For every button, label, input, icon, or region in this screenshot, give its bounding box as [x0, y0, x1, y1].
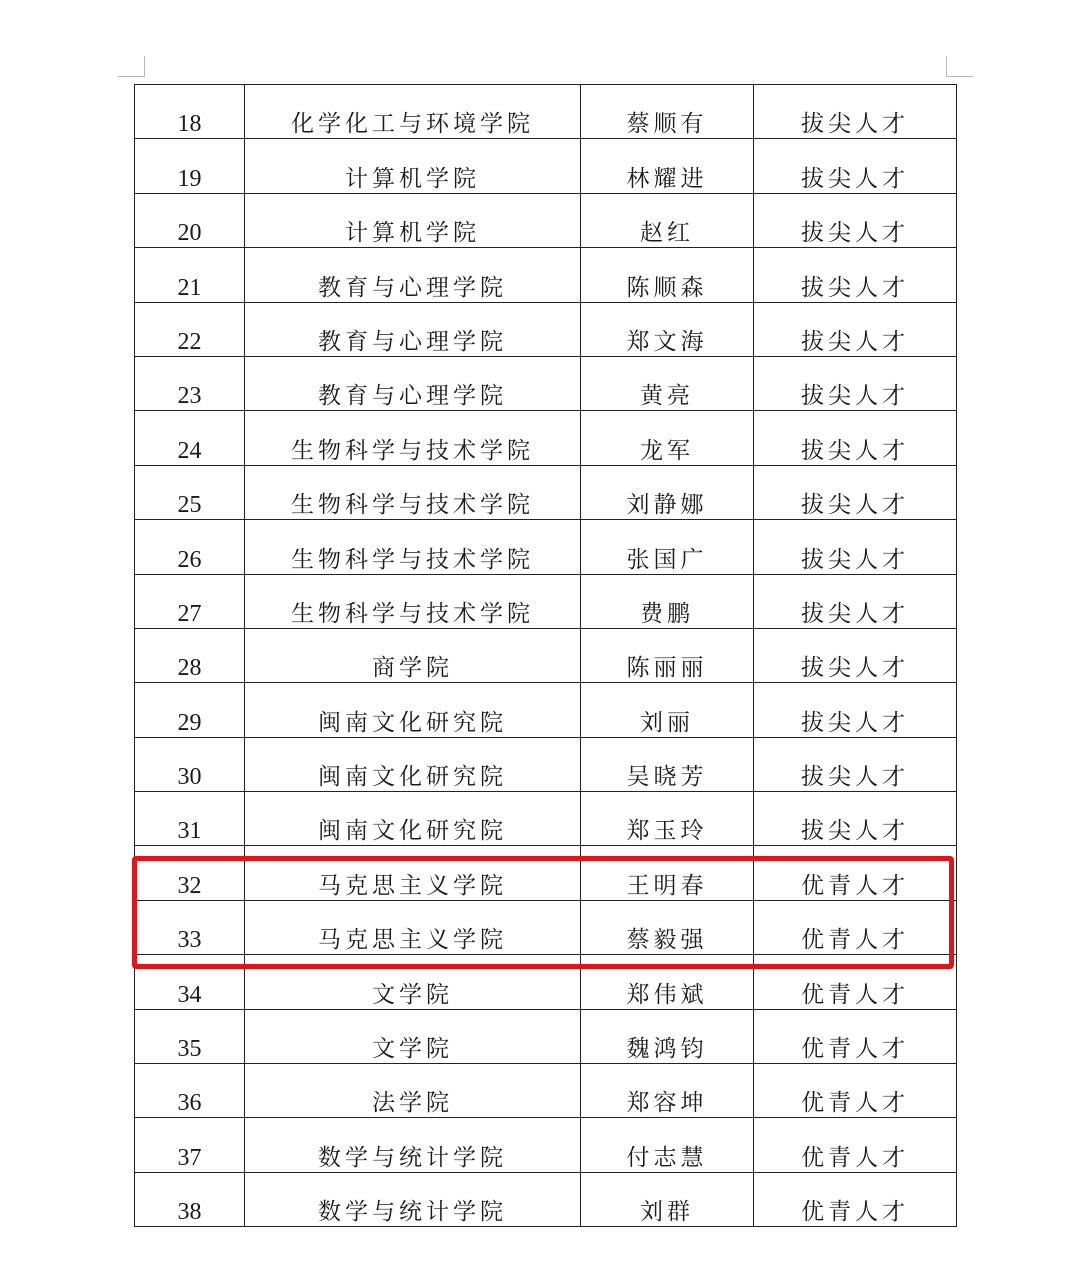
table-row	[135, 411, 957, 465]
college-cell	[245, 85, 581, 139]
college-cell	[245, 356, 581, 410]
row-number: 32	[177, 872, 202, 899]
person-name: 陈顺森	[626, 274, 708, 301]
person-name-cell	[581, 737, 754, 791]
table-row	[135, 465, 957, 519]
person-name: 郑容坤	[626, 1090, 708, 1117]
row-number: 18	[177, 111, 202, 138]
person-name-cell	[581, 248, 754, 302]
person-name: 付志慧	[626, 1144, 708, 1171]
person-name: 林耀进	[626, 165, 708, 192]
category-cell	[754, 846, 957, 900]
row-number: 28	[177, 655, 202, 682]
college-cell	[245, 628, 581, 682]
row-number-cell	[135, 1009, 245, 1063]
college-name: 生物科学与技术学院	[291, 492, 534, 519]
college-name: 马克思主义学院	[318, 927, 507, 954]
college-name: 闽南文化研究院	[318, 709, 507, 736]
talent-category: 拔尖人才	[801, 655, 909, 682]
college-name: 化学化工与环境学院	[291, 111, 534, 138]
college-name: 数学与统计学院	[318, 1144, 507, 1171]
college-name: 教育与心理学院	[318, 274, 507, 301]
college-cell	[245, 900, 581, 954]
row-number: 29	[177, 709, 202, 736]
person-name: 黄亮	[640, 383, 694, 410]
category-cell	[754, 574, 957, 628]
talent-category: 优青人才	[801, 981, 909, 1008]
college-cell	[245, 1172, 581, 1226]
college-name: 教育与心理学院	[318, 383, 507, 410]
person-name-cell	[581, 1009, 754, 1063]
person-name: 王明春	[626, 872, 708, 899]
college-name: 法学院	[372, 1090, 453, 1117]
talent-category: 拔尖人才	[801, 764, 909, 791]
college-name: 商学院	[372, 655, 453, 682]
table-row	[135, 139, 957, 193]
college-cell	[245, 193, 581, 247]
college-name: 教育与心理学院	[318, 328, 507, 355]
table-row	[135, 737, 957, 791]
category-cell	[754, 1009, 957, 1063]
row-number-cell	[135, 737, 245, 791]
person-name-cell	[581, 900, 754, 954]
college-name: 计算机学院	[345, 165, 480, 192]
talent-category: 拔尖人才	[801, 165, 909, 192]
person-name: 蔡毅强	[626, 927, 708, 954]
row-number: 35	[177, 1036, 202, 1063]
table-row	[135, 248, 957, 302]
row-number: 24	[177, 437, 202, 464]
person-name-cell	[581, 85, 754, 139]
category-cell	[754, 628, 957, 682]
college-cell	[245, 520, 581, 574]
college-cell	[245, 139, 581, 193]
college-name: 数学与统计学院	[318, 1199, 507, 1226]
row-number-cell	[135, 1172, 245, 1226]
college-name: 生物科学与技术学院	[291, 546, 534, 573]
page-corner-mark-right	[946, 56, 973, 77]
college-cell	[245, 411, 581, 465]
row-number-cell	[135, 356, 245, 410]
person-name: 龙军	[640, 437, 694, 464]
college-name: 计算机学院	[345, 220, 480, 247]
row-number-cell	[135, 683, 245, 737]
person-name: 费鹏	[640, 600, 694, 627]
table-row	[135, 520, 957, 574]
roster-table	[134, 84, 957, 1227]
person-name: 刘丽	[640, 709, 694, 736]
college-cell	[245, 302, 581, 356]
college-name: 生物科学与技术学院	[291, 600, 534, 627]
table-row	[135, 792, 957, 846]
category-cell	[754, 683, 957, 737]
talent-category: 拔尖人才	[801, 220, 909, 247]
category-cell	[754, 85, 957, 139]
row-number: 31	[177, 818, 202, 845]
person-name-cell	[581, 574, 754, 628]
row-number: 36	[177, 1090, 202, 1117]
row-number: 26	[177, 546, 202, 573]
category-cell	[754, 1172, 957, 1226]
table-row-highlighted	[135, 900, 957, 954]
row-number-cell	[135, 574, 245, 628]
category-cell	[754, 1118, 957, 1172]
row-number-cell	[135, 1064, 245, 1118]
college-name: 生物科学与技术学院	[291, 437, 534, 464]
college-cell	[245, 574, 581, 628]
person-name-cell	[581, 139, 754, 193]
person-name: 陈丽丽	[626, 655, 708, 682]
talent-category: 优青人才	[801, 1036, 909, 1063]
college-cell	[245, 248, 581, 302]
category-cell	[754, 792, 957, 846]
person-name-cell	[581, 1118, 754, 1172]
category-cell	[754, 737, 957, 791]
row-number-cell	[135, 193, 245, 247]
talent-category: 拔尖人才	[801, 818, 909, 845]
college-cell	[245, 792, 581, 846]
college-cell	[245, 737, 581, 791]
college-cell	[245, 683, 581, 737]
person-name: 刘静娜	[626, 492, 708, 519]
row-number-cell	[135, 1118, 245, 1172]
talent-category: 优青人才	[801, 927, 909, 954]
person-name-cell	[581, 683, 754, 737]
row-number-cell	[135, 139, 245, 193]
category-cell	[754, 302, 957, 356]
table-row	[135, 356, 957, 410]
table-row	[135, 683, 957, 737]
row-number: 19	[177, 165, 202, 192]
person-name: 蔡顺有	[626, 111, 708, 138]
person-name-cell	[581, 628, 754, 682]
row-number-cell	[135, 85, 245, 139]
talent-category: 优青人才	[801, 1090, 909, 1117]
person-name: 郑伟斌	[626, 981, 708, 1008]
person-name: 赵红	[640, 220, 694, 247]
person-name-cell	[581, 520, 754, 574]
person-name: 张国广	[626, 546, 708, 573]
row-number: 23	[177, 383, 202, 410]
category-cell	[754, 248, 957, 302]
category-cell	[754, 1064, 957, 1118]
table-row	[135, 628, 957, 682]
college-cell	[245, 1064, 581, 1118]
person-name: 刘群	[640, 1199, 694, 1226]
talent-category: 拔尖人才	[801, 328, 909, 355]
person-name-cell	[581, 356, 754, 410]
person-name-cell	[581, 193, 754, 247]
table-row	[135, 1172, 957, 1226]
person-name-cell	[581, 955, 754, 1009]
category-cell	[754, 900, 957, 954]
row-number: 22	[177, 328, 202, 355]
person-name-cell	[581, 1064, 754, 1118]
row-number-cell	[135, 846, 245, 900]
college-cell	[245, 1118, 581, 1172]
college-cell	[245, 846, 581, 900]
category-cell	[754, 411, 957, 465]
table-row	[135, 85, 957, 139]
talent-category: 拔尖人才	[801, 111, 909, 138]
row-number-cell	[135, 411, 245, 465]
person-name: 郑玉玲	[626, 818, 708, 845]
talent-category: 拔尖人才	[801, 709, 909, 736]
roster-table-body	[135, 85, 957, 1227]
row-number-cell	[135, 302, 245, 356]
person-name-cell	[581, 1172, 754, 1226]
talent-category: 优青人才	[801, 1144, 909, 1171]
person-name: 魏鸿钧	[626, 1036, 708, 1063]
row-number: 20	[177, 220, 202, 247]
talent-category: 拔尖人才	[801, 492, 909, 519]
row-number: 34	[177, 981, 202, 1008]
row-number: 25	[177, 492, 202, 519]
row-number: 37	[177, 1144, 202, 1171]
row-number-cell	[135, 955, 245, 1009]
person-name-cell	[581, 465, 754, 519]
talent-category: 拔尖人才	[801, 546, 909, 573]
person-name-cell	[581, 302, 754, 356]
person-name-cell	[581, 792, 754, 846]
table-row	[135, 955, 957, 1009]
talent-category: 拔尖人才	[801, 383, 909, 410]
college-cell	[245, 955, 581, 1009]
talent-category: 优青人才	[801, 1199, 909, 1226]
category-cell	[754, 465, 957, 519]
person-name: 吴晓芳	[626, 764, 708, 791]
table-row	[135, 302, 957, 356]
college-name: 文学院	[372, 981, 453, 1008]
row-number: 38	[177, 1199, 202, 1226]
college-name: 闽南文化研究院	[318, 818, 507, 845]
talent-category: 拔尖人才	[801, 600, 909, 627]
row-number: 33	[177, 927, 202, 954]
table-row-highlighted	[135, 846, 957, 900]
row-number-cell	[135, 248, 245, 302]
row-number: 27	[177, 600, 202, 627]
row-number-cell	[135, 520, 245, 574]
page-corner-mark-left	[118, 56, 145, 77]
table-row	[135, 1118, 957, 1172]
row-number-cell	[135, 792, 245, 846]
person-name-cell	[581, 846, 754, 900]
category-cell	[754, 139, 957, 193]
talent-category: 拔尖人才	[801, 274, 909, 301]
person-name-cell	[581, 411, 754, 465]
row-number-cell	[135, 465, 245, 519]
category-cell	[754, 193, 957, 247]
college-name: 马克思主义学院	[318, 872, 507, 899]
table-row	[135, 574, 957, 628]
table-row	[135, 1064, 957, 1118]
category-cell	[754, 356, 957, 410]
person-name: 郑文海	[626, 328, 708, 355]
row-number: 30	[177, 764, 202, 791]
table-row	[135, 193, 957, 247]
row-number: 21	[177, 274, 202, 301]
row-number-cell	[135, 900, 245, 954]
category-cell	[754, 955, 957, 1009]
row-number-cell	[135, 628, 245, 682]
college-name: 文学院	[372, 1036, 453, 1063]
college-cell	[245, 1009, 581, 1063]
talent-category: 拔尖人才	[801, 437, 909, 464]
table-row	[135, 1009, 957, 1063]
category-cell	[754, 520, 957, 574]
college-cell	[245, 465, 581, 519]
college-name: 闽南文化研究院	[318, 764, 507, 791]
talent-category: 优青人才	[801, 872, 909, 899]
